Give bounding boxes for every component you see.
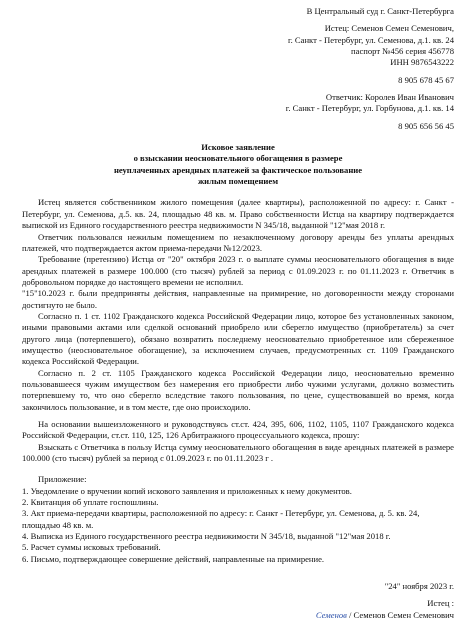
defendant-phone: 8 905 656 56 45 <box>398 120 454 131</box>
appendix-item: 1. Уведомление о вручении копий искового заявления и приложенных к нему документов. <box>22 485 352 496</box>
appendix-item: 5. Расчет суммы исковых требований. <box>22 542 161 553</box>
plaintiff-phone: 8 905 678 45 67 <box>398 74 454 85</box>
document-body <box>22 197 454 464</box>
title-line-2: о взыскании неосновательного обогащения в размере <box>133 153 343 164</box>
appendix-item: 2. Квитанция об уплате госпошлины. <box>22 497 159 508</box>
signature-block <box>22 598 454 621</box>
defendant-address: г. Санкт - Петербург, ул. Горбунова, д.1. кв. 14 <box>285 103 454 114</box>
appendix-item: 6. Письмо, подтверждающее совершение действий, направленные на примирение. <box>22 553 325 564</box>
appendix-heading: Приложение: <box>38 474 87 485</box>
body-paragraph-5: Согласно п. 1 ст. 1102 Гражданского кодекса Российской Федерации лицо, которое без установленных законом, иными правовыми актами или сделкой оснований приобрело или сберегло имущество (приобретатель) за счет другого лица (потерпевшего), обязано возвратить последнему неосновательно приобретенное или сбереженное имущество (неосновательное обогащение), за исключением случаев, предусмотренных ст. 1109 Гражданского кодекса Российской Федерации. <box>22 310 454 367</box>
document-title <box>22 142 454 187</box>
body-paragraph-1: Истец является собственником жилого помещения (далее квартиры), расположенной по адресу: г. Санкт - Петербург, ул. Семенова, д.5. кв. 24, площадью 48 кв. м. Право собственности Истца на квартиру подтверждается выпиской из Единого государственного реестра недвижимости N 345/18, выданной "12"мая 2018 г. <box>22 197 454 231</box>
signer-full-name: / Семенов Семен Семенович <box>349 609 454 620</box>
body-paragraph-7: На основании вышеизложенного и руководствуясь ст.ст. 424, 395, 606, 1102, 1105, 1107 Гражданского кодекса Российской Федерации, ст.ст. 110, 125, 126 Арбитражного процессуального кодекса, прошу: <box>22 419 454 441</box>
court-name: В Центральный суд г. Санкт-Петербурга <box>306 6 454 16</box>
body-paragraph-4: "15"10.2023 г. были предприняты действия, направленные на примирение, но договоренности между сторонами достигнуто не было. <box>22 288 454 310</box>
signer-label: Истец : <box>427 598 454 609</box>
plaintiff-inn: ИНН 9876543222 <box>390 57 454 68</box>
body-paragraph-8: Взыскать с Ответчика в пользу Истца сумму неосновательного обогащения в виде арендных платежей в размере 100.000 (сто тысяч) рублей за период с 01.09.2023 г. по 01.11.2023 г . <box>22 441 454 464</box>
body-paragraph-2: Ответчик пользовался нежилым помещением по незаключенному договору аренды без уплаты арендных платежей, что подтверждается актом приема-передачи №12/2023. <box>22 231 454 253</box>
defendant-name: Ответчик: Королев Иван Иванович <box>325 92 454 103</box>
handwritten-signature: Семенов <box>315 609 347 620</box>
appendix-item: 3. Акт приема-передачи квартиры, расположенной по адресу: г. Санкт - Петербург, ул. Семенова, д. 5. кв. 24, площадью 48 кв. м. <box>22 508 420 530</box>
title-line-4: жилым помещением <box>197 176 279 187</box>
title-line-1: Исковое заявление <box>201 142 275 153</box>
appendix <box>22 474 454 565</box>
document-date: "24" ноября 2023 г. <box>384 581 454 592</box>
title-line-3: неуплаченных арендных платежей за фактическое пользование <box>113 164 363 175</box>
body-paragraph-6: Согласно п. 2 ст. 1105 Гражданского кодекса Российской Федерации лицо, неосновательно временно пользовавшееся чужим имуществом без намерения его приобрести либо чужими услугами, должно возместить потерпевшему то, что оно сберегло вследствие такого пользования, по цене, существовавшей во время, когда закончилось пользование, и в том месте, где оно происходило. <box>22 367 454 412</box>
body-paragraph-3: Требование (претензию) Истца от "20" октября 2023 г. о выплате суммы неосновательного обогащения в виде арендных платежей в размере 100.000 (сто тысяч) рублей за период с 01.09.2023 г. по 01.11.2023 г. Ответчик в добровольном порядке до настоящего времени не исполнил. <box>22 254 454 287</box>
document-page <box>22 6 454 621</box>
plaintiff-address: г. Санкт - Петербург, ул. Семенова, д.1. кв. 24 <box>288 34 454 45</box>
document-header <box>22 6 454 132</box>
plaintiff-name: Истец: Семенов Семен Семенович, <box>324 23 454 34</box>
plaintiff-passport: паспорт №456 серия 456778 <box>351 46 454 57</box>
appendix-item: 4. Выписка из Единого государственного реестра недвижимости N 345/18, выданной "12"мая 2018 г. <box>22 531 391 542</box>
